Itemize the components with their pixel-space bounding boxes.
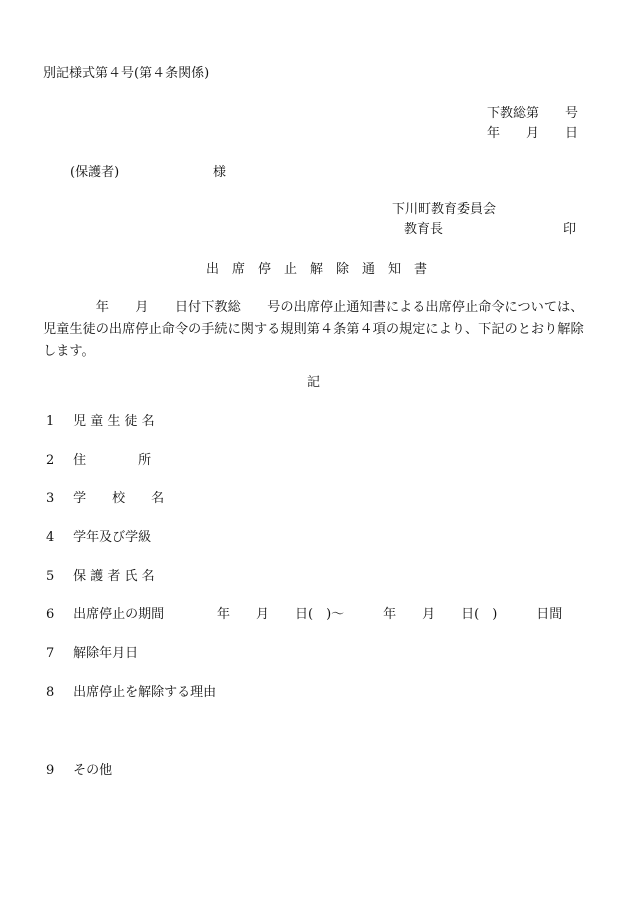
- item-7: [46, 646, 138, 662]
- body-text: 年 月 日付下教総 号の出席停止通知書による出席停止命令については、児童生徒の出席停止命令の手続に関する規則第４条第４項の規定により、下記のとおり解除します。: [43, 300, 584, 359]
- item-label: 学年及び学級: [73, 530, 152, 545]
- issuer-title: 教育長: [404, 222, 444, 237]
- item-number: 8: [46, 685, 55, 700]
- item-number: 1: [46, 414, 55, 429]
- item-number: 7: [46, 646, 55, 661]
- item-label: 保 護 者 氏 名: [73, 569, 155, 584]
- item-label: 出席停止の期間: [73, 607, 165, 622]
- item-number: 9: [46, 763, 55, 778]
- item-9: [46, 763, 112, 779]
- item-label: 学 校 名: [73, 491, 165, 506]
- seal-mark: 印: [563, 222, 577, 237]
- document-title: 出 席 停 止 解 除 通 知 書: [206, 262, 428, 277]
- item-3: [46, 491, 164, 507]
- item-8: [46, 685, 216, 701]
- document-number: 下教総第 号: [487, 106, 579, 121]
- item-label: 出席停止を解除する理由: [73, 685, 217, 700]
- item-2: [46, 453, 151, 469]
- item-number: 4: [46, 530, 55, 545]
- form-label: 別記様式第４号(第４条関係): [43, 66, 210, 81]
- issuer-org: 下川町教育委員会: [392, 202, 497, 217]
- item-number: 6: [46, 607, 55, 622]
- item-6-period: 年 月 日( )～ 年 月 日( ) 日間: [217, 607, 563, 622]
- item-6: [46, 607, 164, 623]
- item-label: 住 所: [73, 453, 152, 468]
- item-number: 3: [46, 491, 55, 506]
- item-label: 解除年月日: [73, 646, 139, 661]
- honorific: 様: [213, 165, 227, 180]
- item-label: その他: [73, 763, 113, 778]
- item-5: [46, 569, 155, 585]
- document-date: 年 月 日: [487, 126, 579, 141]
- item-number: 2: [46, 453, 55, 468]
- item-number: 5: [46, 569, 55, 584]
- item-1: [46, 414, 155, 430]
- addressee: (保護者): [70, 165, 120, 180]
- item-4: [46, 530, 151, 546]
- item-label: 児 童 生 徒 名: [73, 414, 155, 429]
- ki-heading: 記: [307, 375, 321, 390]
